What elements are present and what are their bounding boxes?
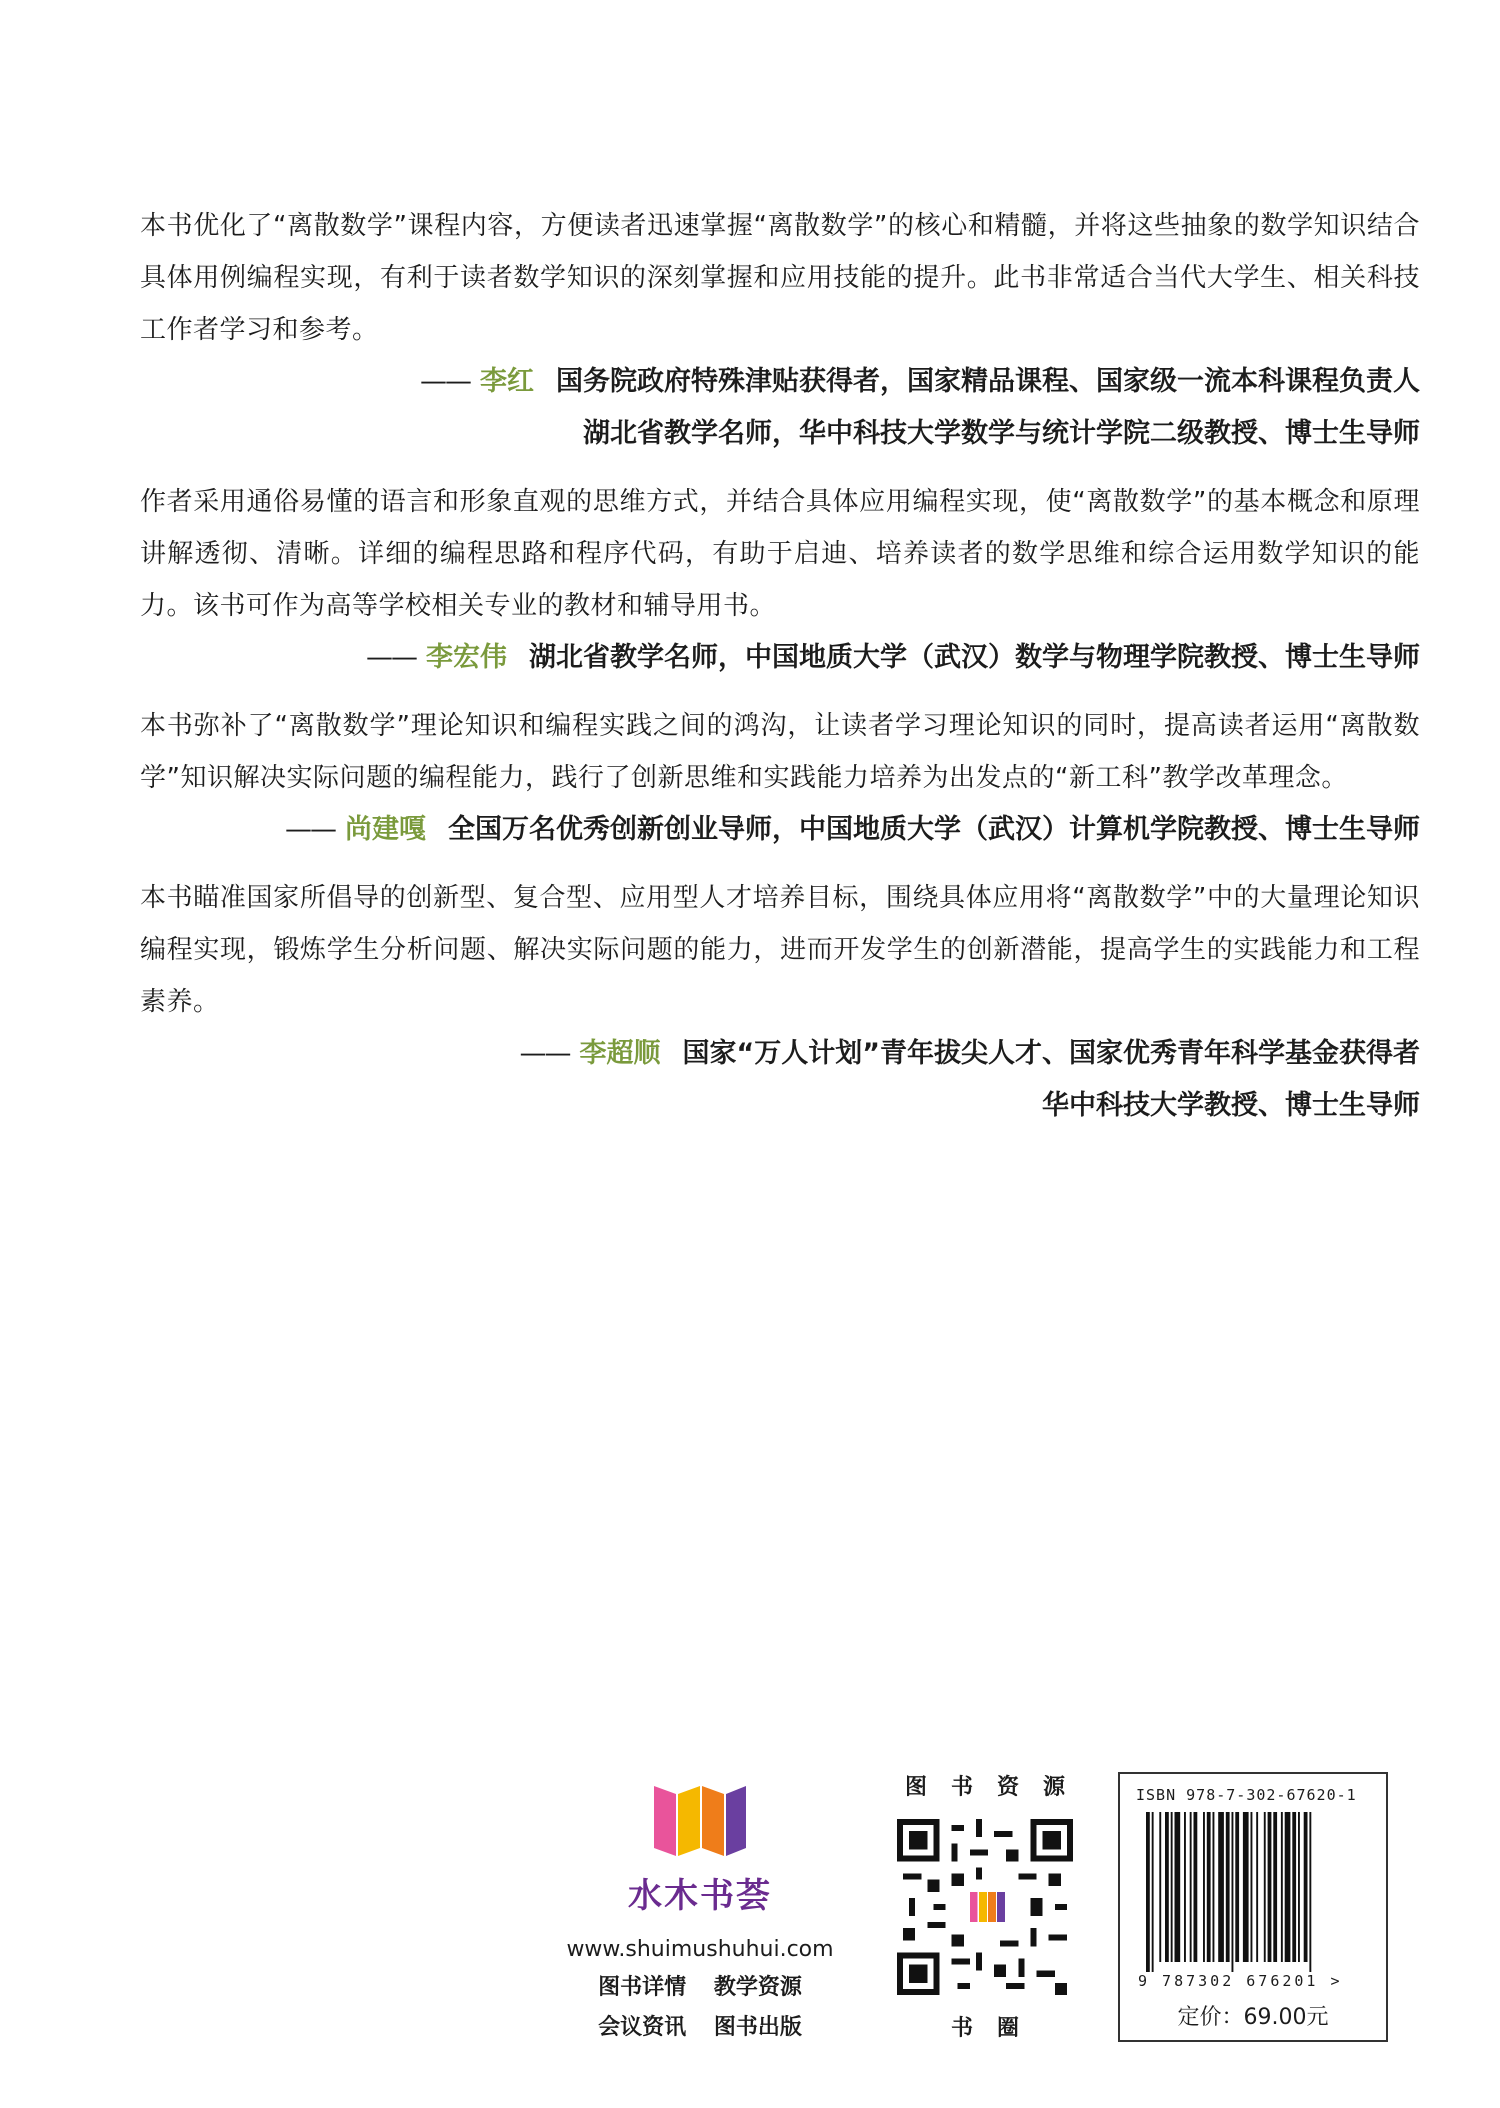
link-teaching-resources[interactable]: 教学资源 bbox=[713, 1975, 802, 2000]
qr-caption: 书圈 bbox=[950, 2016, 1043, 2041]
publisher-brand: 水木书荟 bbox=[628, 1876, 772, 1916]
reviewer-name: 尚建嘎 bbox=[345, 814, 426, 845]
publisher-links bbox=[555, 1968, 845, 2048]
review-attribution: —— 李宏伟 湖北省教学名师，中国地质大学（武汉）数学与物理学院教授、博士生导师 bbox=[366, 642, 1420, 673]
book-logo-icon bbox=[650, 1780, 750, 1860]
review-attribution: —— 李超顺 国家“万人计划”青年拔尖人才、国家优秀青年科学基金获得者 bbox=[519, 1038, 1420, 1069]
isbn-label: ISBN 978-7-302-67620-1 bbox=[1136, 1786, 1357, 1804]
review-text: 本书优化了“离散数学”课程内容，方便读者迅速掌握“离散数学”的核心和精髓，并将这些抽象的数学知识结合具体用例编程实现，有利于读者数学知识的深刻掌握和应用技能的提升。此书非常适合当代大学生、相关科技工作者学习和参考。 bbox=[140, 211, 1420, 345]
reviewer-name: 李红 bbox=[480, 366, 534, 397]
reviewer-name: 李宏伟 bbox=[426, 642, 507, 673]
link-conference-news[interactable]: 会议资讯 bbox=[598, 2015, 687, 2040]
qr-title: 图书资源 bbox=[904, 1775, 1089, 1800]
reviewer-title: 国务院政府特殊津贴获得者，国家精品课程、国家级一流本科课程负责人 bbox=[556, 366, 1420, 397]
publisher-url[interactable]: www.shuimushuhui.com bbox=[566, 1937, 834, 1962]
reviewer-title: 湖北省教学名师，华中科技大学数学与统计学院二级教授、博士生导师 bbox=[583, 418, 1420, 449]
review-text: 本书瞄准国家所倡导的创新型、复合型、应用型人才培养目标，围绕具体应用将“离散数学”中的大量理论知识编程实现，锻炼学生分析问题、解决实际问题的能力，进而开发学生的创新潜能，提高学生的实践能力和工程素养。 bbox=[140, 883, 1420, 1017]
review-text: 本书弥补了“离散数学”理论知识和编程实践之间的鸿沟，让读者学习理论知识的同时，提高读者运用“离散数学”知识解决实际问题的编程能力，践行了创新思维和实践能力培养为出发点的“新工科”教学改革理念。 bbox=[140, 711, 1420, 793]
reviewer-title: 国家“万人计划”青年拔尖人才、国家优秀青年科学基金获得者 bbox=[682, 1038, 1420, 1069]
review-text: 作者采用通俗易懂的语言和形象直观的思维方式，并结合具体应用编程实现，使“离散数学”的基本概念和原理讲解透彻、清晰。详细的编程思路和程序代码，有助于启迪、培养读者的数学思维和综合运用数学知识的能力。该书可作为高等学校相关专业的教材和辅导用书。 bbox=[140, 487, 1420, 621]
review-attribution: —— 尚建嘎 全国万名优秀创新创业导师，中国地质大学（武汉）计算机学院教授、博士生导师 bbox=[285, 814, 1420, 845]
reviewer-title: 华中科技大学教授、博士生导师 bbox=[1042, 1090, 1420, 1121]
reviewer-title: 全国万名优秀创新创业导师，中国地质大学（武汉）计算机学院教授、博士生导师 bbox=[448, 814, 1420, 845]
qr-block bbox=[880, 1770, 1090, 2042]
review-attribution: —— 李红 国务院政府特殊津贴获得者，国家精品课程、国家级一流本科课程负责人 bbox=[420, 366, 1420, 397]
endorsements bbox=[140, 200, 1420, 1132]
qr-code-icon[interactable] bbox=[897, 1819, 1073, 1995]
price: 定价：69.00元 bbox=[1177, 2005, 1329, 2030]
barcode-icon bbox=[1146, 1812, 1364, 1972]
reviewer-name: 李超顺 bbox=[579, 1038, 661, 1069]
isbn-box bbox=[1118, 1772, 1388, 2042]
link-book-details[interactable]: 图书详情 bbox=[598, 1975, 687, 2000]
reviewer-title: 湖北省教学名师，中国地质大学（武汉）数学与物理学院教授、博士生导师 bbox=[529, 642, 1420, 673]
publisher-block bbox=[555, 1780, 845, 2048]
link-book-publishing[interactable]: 图书出版 bbox=[713, 2015, 802, 2040]
isbn-digits: 9 787302 676201 > bbox=[1138, 1972, 1343, 1990]
